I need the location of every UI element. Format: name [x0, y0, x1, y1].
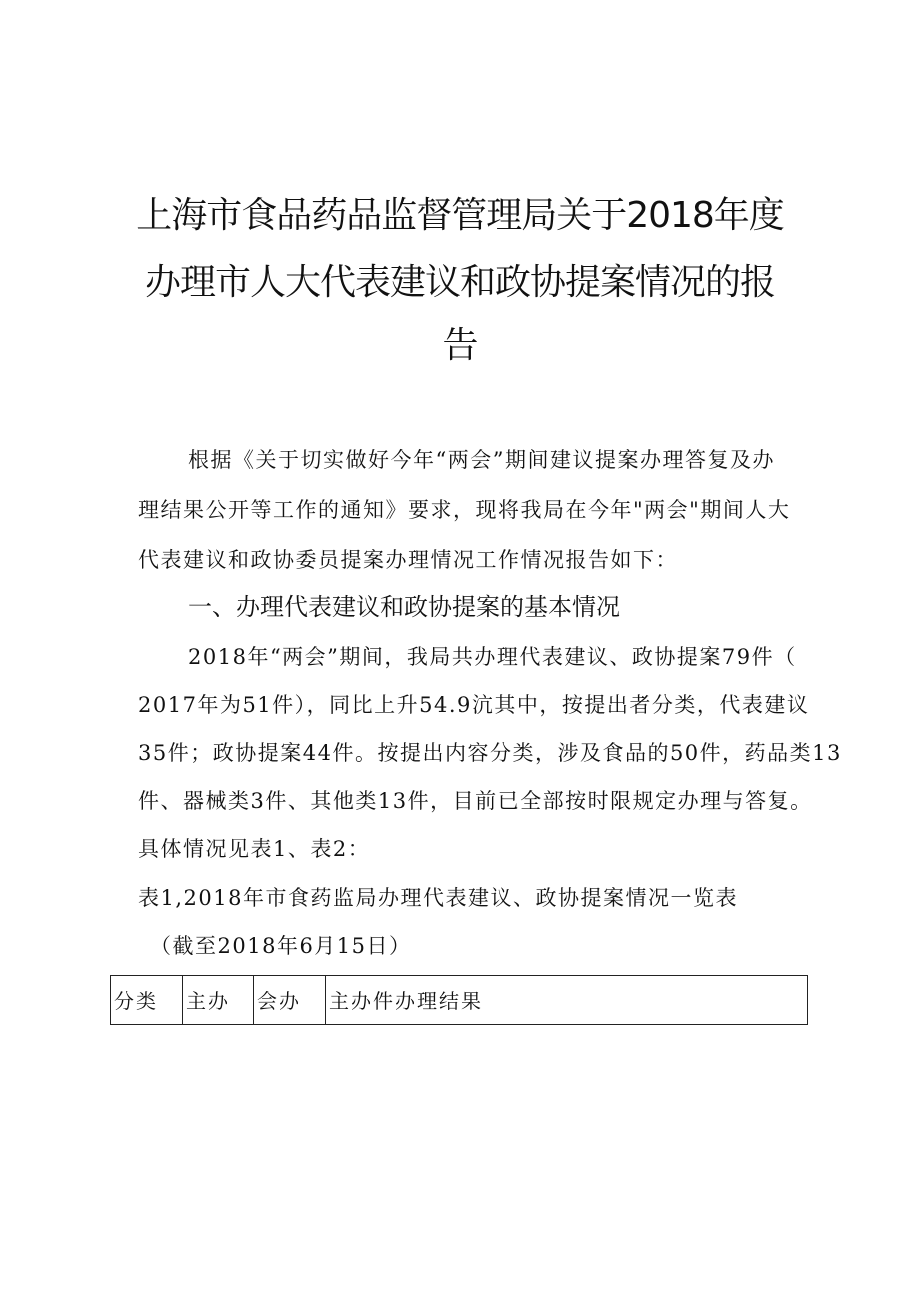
intro-line-1: 根据《关于切实做好今年“两会”期间建议提案办理答复及办: [188, 448, 775, 472]
report-title-line-2: 办理市人大代表建议和政协提案情况的报: [144, 262, 775, 303]
intro-line-3: 代表建议和政协委员提案办理情况工作情况报告如下：: [138, 548, 678, 572]
report-title-line-1: 上海市食品药品监督管理局关于2018年度: [136, 195, 784, 236]
table-date-note: （截至2018年6月15日）: [150, 934, 412, 958]
body-line-1: 2018年“两会”期间，我局共办理代表建议、政协提案79件（: [188, 645, 797, 669]
report-title-line-3: 告: [442, 325, 478, 366]
results-table: [110, 975, 808, 1025]
table-header-result: 主办件办理结果: [329, 989, 483, 1013]
body-line-2: 2017年为51件），同比上升54.9沆其中，按提出者分类，代表建议: [138, 693, 810, 717]
section-heading: 一、办理代表建议和政协提案的基本情况: [188, 593, 620, 621]
intro-line-2: 理结果公开等工作的通知》要求，现将我局在今年"两会"期间人大: [138, 498, 791, 522]
table-header-category: 分类: [111, 976, 183, 1024]
table-header-lead: 主办: [183, 976, 254, 1024]
body-line-5: 具体情况见表1、表2：: [138, 837, 371, 861]
body-line-4: 件、器械类3件、其他类13件，目前已全部按时限规定办理与答复。: [138, 789, 813, 813]
table-header-co-handler: 会办: [254, 976, 326, 1024]
body-line-3: 35件；政协提案44件。按提出内容分类，涉及食品的50件，药品类13: [138, 741, 842, 765]
table-caption: 表1,2018年市食药监局办理代表建议、政协提案情况一览表: [138, 886, 738, 910]
